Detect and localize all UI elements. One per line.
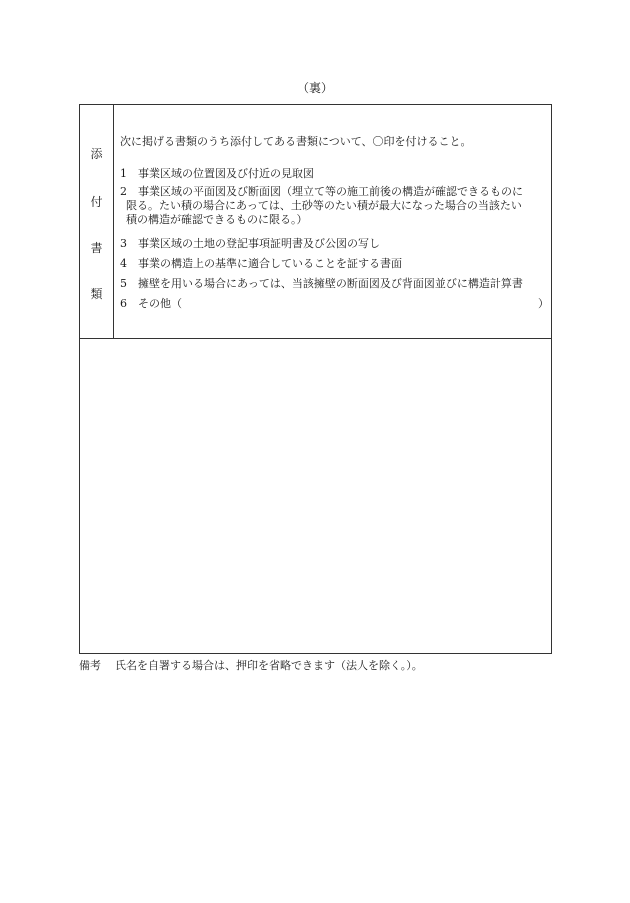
item-text: 擁壁を用いる場合にあっては、当該擁壁の断面図及び背面図並びに構造計算書: [138, 277, 523, 290]
item-text: 事業区域の土地の登記事項証明書及び公図の写し: [138, 237, 380, 250]
item-number: 5: [120, 277, 127, 290]
attached-documents-content: [114, 105, 551, 338]
label-char: 添: [90, 147, 103, 161]
label-char: 類: [90, 287, 103, 301]
item-number: 2: [120, 185, 127, 198]
remarks-text: 氏名を自署する場合は、押印を省略できます（法人を除く。）。: [115, 659, 423, 672]
item-text-continued: 積の構造が確認できるものに限る。）: [126, 213, 308, 226]
other-label: その他（: [138, 297, 182, 310]
item-text: 事業区域の位置図及び付近の見取図: [138, 167, 314, 180]
item-number: 1: [120, 167, 127, 180]
document-item-3: [120, 237, 380, 251]
item-text: 事業の構造上の基準に適合していることを証する書面: [138, 257, 402, 270]
attached-documents-section: [80, 105, 551, 339]
item-number: 3: [120, 237, 127, 250]
form-box: [79, 104, 552, 654]
label-char: 付: [90, 195, 103, 209]
document-item-4: [120, 257, 402, 271]
item-text-continued: 限る。たい積の場合にあっては、土砂等のたい積が最大になった場合の当該たい: [126, 199, 522, 212]
item-number: 6: [120, 297, 127, 310]
page-heading: （裏）: [296, 81, 333, 95]
document-item-5: [120, 277, 523, 291]
remarks-label: 備考: [79, 659, 101, 672]
item-text: 事業区域の平面図及び断面図（埋立て等の施工前後の構造が確認できるものに: [138, 185, 523, 198]
item-number: 4: [120, 257, 127, 270]
other-close-paren: ）: [538, 297, 549, 310]
document-item-2: [120, 185, 523, 227]
instruction-text: 次に掲げる書類のうち添付してある書類について、〇印を付けること。: [120, 135, 472, 148]
document-item-1: [120, 167, 314, 181]
remarks: [79, 659, 423, 673]
document-item-6-other: [120, 297, 182, 311]
attached-documents-label: [80, 105, 114, 338]
label-char: 書: [90, 241, 103, 255]
